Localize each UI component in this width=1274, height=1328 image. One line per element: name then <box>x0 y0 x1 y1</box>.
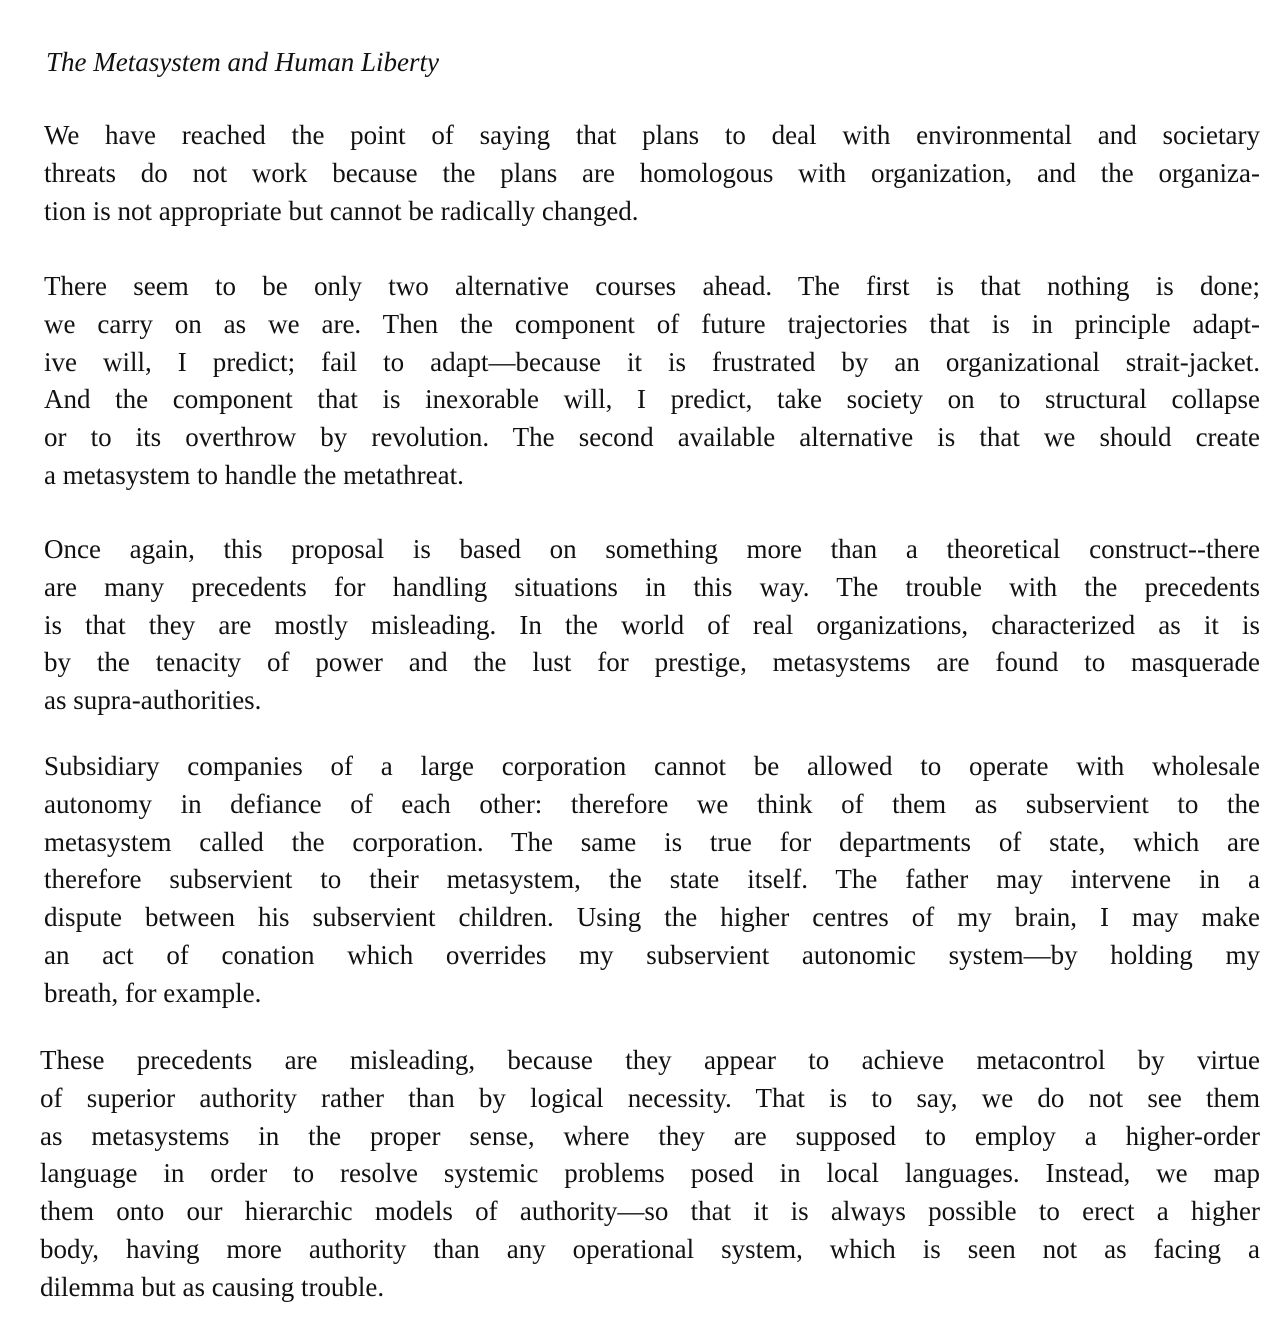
text-line: as supra-authorities. <box>44 685 262 716</box>
text-line: by the tenacity of power and the lust for prestige, metasystems are found to masquerade <box>44 647 1260 678</box>
text-line: We have reached the point of saying that plans to deal with environmental and societary <box>44 120 1260 150</box>
text-line: is that they are mostly misleading. In the world of real organizations, characterized as it is <box>44 609 1260 640</box>
text-line: breath, for example. <box>44 977 262 1008</box>
paragraph-5 <box>40 1042 1260 1307</box>
text-line: threats do not work because the plans are homologous with organization, and the organiza- <box>44 157 1260 188</box>
text-line: or to its overthrow by revolution. The second available alternative is that we should create <box>44 422 1260 453</box>
text-line: as metasystems in the proper sense, where they are supposed to employ a higher-order <box>40 1120 1260 1151</box>
text-line: Subsidiary companies of a large corporation cannot be allowed to operate with wholesale <box>44 751 1260 781</box>
text-line: them onto our hierarchic models of authority—so that it is always possible to erect a higher <box>40 1196 1260 1227</box>
paragraph-1 <box>44 117 1260 230</box>
text-line: And the component that is inexorable will, I predict, take society on to structural collapse <box>44 384 1260 415</box>
text-line: These precedents are misleading, because they appear to achieve metacontrol by virtue <box>40 1045 1260 1075</box>
paragraph-2 <box>44 268 1260 495</box>
text-line: autonomy in defiance of each other: therefore we think of them as subservient to the <box>44 788 1260 819</box>
text-line: metasystem called the corporation. The same is true for departments of state, which are <box>44 826 1260 857</box>
text-line: Once again, this proposal is based on something more than a theoretical construct--there <box>44 534 1260 564</box>
text-line: we carry on as we are. Then the component of future trajectories that is in principle adapt- <box>44 308 1260 339</box>
text-line: are many precedents for handling situations in this way. The trouble with the precedents <box>44 571 1260 602</box>
text-line: dilemma but as causing trouble. <box>40 1271 385 1302</box>
text-line: dispute between his subservient children. Using the higher centres of my brain, I may make <box>44 902 1260 933</box>
text-line: a metasystem to handle the metathreat. <box>44 459 464 490</box>
running-head-title: The Metasystem and Human Liberty <box>46 47 439 77</box>
text-line: therefore subservient to their metasystem, the state itself. The father may intervene in a <box>44 864 1260 895</box>
text-line: of superior authority rather than by logical necessity. That is to say, we do not see them <box>40 1082 1260 1113</box>
paragraph-4 <box>44 748 1260 1013</box>
text-line: tion is not appropriate but cannot be radically changed. <box>44 195 639 226</box>
text-line: an act of conation which overrides my subservient autonomic system—by holding my <box>44 939 1260 970</box>
text-line: ive will, I predict; fail to adapt—because it is frustrated by an organizational strait-jacket. <box>44 346 1260 377</box>
text-line: body, having more authority than any operational system, which is seen not as facing a <box>40 1233 1260 1264</box>
text-line: There seem to be only two alternative courses ahead. The first is that nothing is done; <box>44 271 1260 301</box>
paragraph-3 <box>44 531 1260 720</box>
text-line: language in order to resolve systemic problems posed in local languages. Instead, we map <box>40 1158 1260 1189</box>
